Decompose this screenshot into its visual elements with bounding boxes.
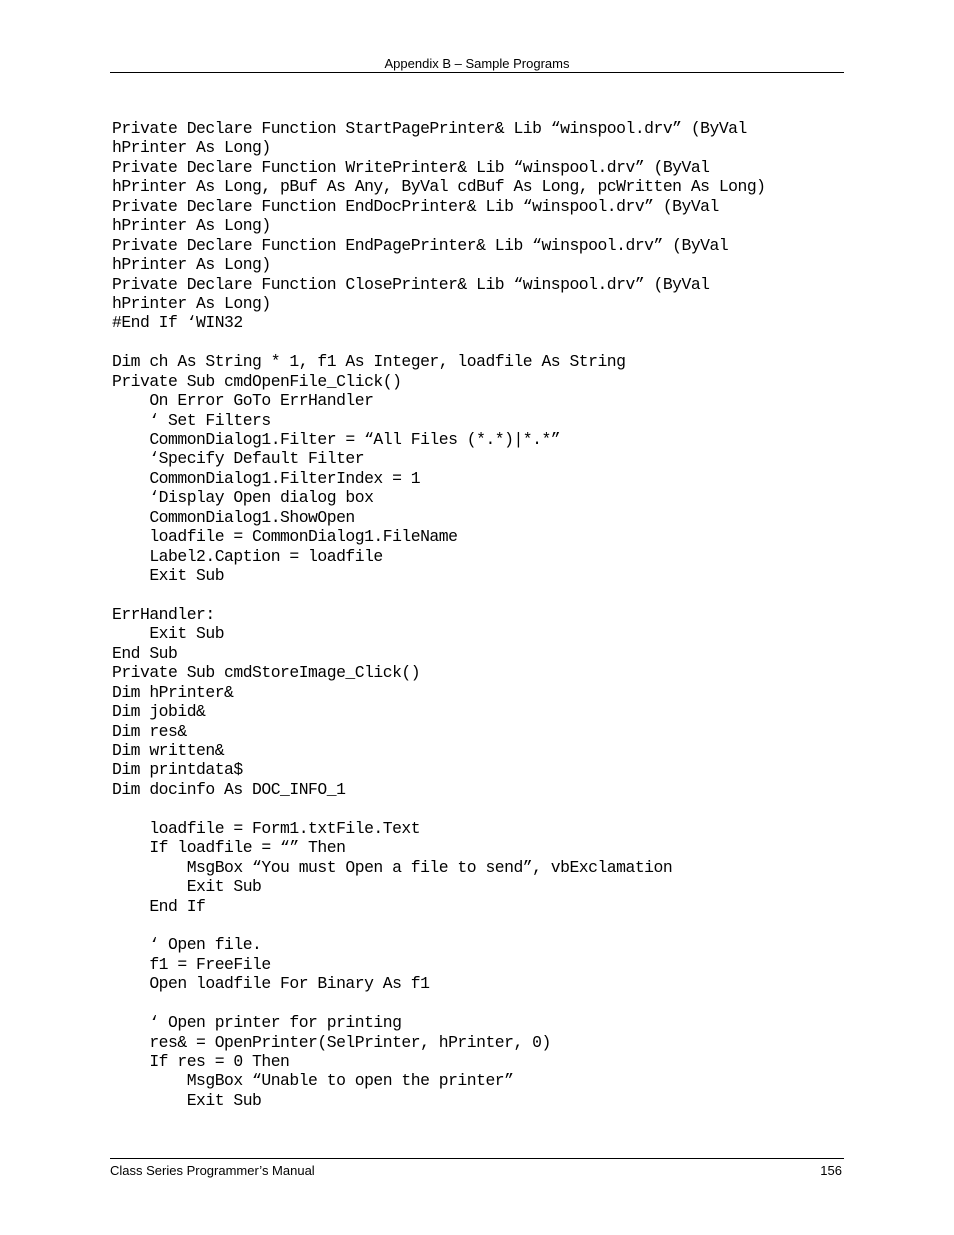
- code-line: ‘ Set Filters: [112, 410, 271, 430]
- code-line: hPrinter As Long): [112, 216, 271, 236]
- code-line: Dim written&: [112, 741, 225, 760]
- code-line: End If: [112, 896, 206, 916]
- code-line: Exit Sub: [112, 877, 262, 897]
- code-line: loadfile = CommonDialog1.FileName: [112, 527, 458, 547]
- code-line: CommonDialog1.ShowOpen: [112, 507, 355, 527]
- code-line: Exit Sub: [112, 624, 225, 644]
- code-line: Private Sub cmdStoreImage_Click(): [112, 663, 421, 683]
- code-line: [112, 333, 912, 352]
- code-line: hPrinter As Long, pBuf As Any, ByVal cdBuf As Long, pcWritten As Long): [112, 177, 766, 197]
- code-line: Private Declare Function StartPagePrinter& Lib “winspool.drv” (ByVal: [112, 119, 747, 138]
- code-line: If loadfile = “” Then: [112, 838, 346, 858]
- code-line: Private Declare Function EndPagePrinter& Lib “winspool.drv” (ByVal: [112, 235, 729, 255]
- code-line: res& = OpenPrinter(SelPrinter, hPrinter, 0): [112, 1032, 551, 1052]
- code-line: loadfile = Form1.txtFile.Text: [112, 818, 421, 838]
- page-header: [110, 55, 844, 73]
- code-line: Dim res&: [112, 721, 187, 741]
- code-line: hPrinter As Long): [112, 255, 271, 275]
- code-line: [112, 799, 912, 818]
- code-line: ErrHandler:: [112, 604, 215, 624]
- code-line: f1 = FreeFile: [112, 954, 271, 974]
- code-line: Exit Sub: [112, 566, 225, 586]
- code-line: MsgBox “You must Open a file to send”, vbExclamation: [112, 857, 673, 877]
- code-line: End Sub: [112, 643, 178, 663]
- code-line: [112, 916, 912, 935]
- code-line: CommonDialog1.Filter = “All Files (*.*)|*.*”: [112, 430, 561, 449]
- code-line: Private Declare Function ClosePrinter& Lib “winspool.drv” (ByVal: [112, 274, 710, 294]
- code-line: [112, 994, 912, 1013]
- code-line: MsgBox “Unable to open the printer”: [112, 1071, 514, 1091]
- code-line: ‘ Open file.: [112, 935, 262, 955]
- code-listing: [112, 119, 912, 1110]
- code-line: Private Declare Function EndDocPrinter& Lib “winspool.drv” (ByVal: [112, 196, 719, 216]
- code-line: ‘Display Open dialog box: [112, 488, 374, 508]
- code-line: If res = 0 Then: [112, 1052, 290, 1071]
- code-line: Label2.Caption = loadfile: [112, 546, 383, 566]
- page-footer: [110, 1158, 844, 1178]
- code-line: hPrinter As Long): [112, 138, 271, 158]
- code-line: Dim printdata$: [112, 760, 243, 780]
- code-line: Dim jobid&: [112, 702, 206, 722]
- code-line: Private Declare Function WritePrinter& Lib “winspool.drv” (ByVal: [112, 157, 710, 177]
- header-title: Appendix B – Sample Programs: [384, 56, 570, 71]
- code-line: On Error GoTo ErrHandler: [112, 391, 374, 411]
- code-line: Dim ch As String * 1, f1 As Integer, loadfile As String: [112, 352, 626, 372]
- code-line: ‘Specify Default Filter: [112, 449, 365, 469]
- code-line: Dim docinfo As DOC_INFO_1: [112, 779, 346, 799]
- code-line: ‘ Open printer for printing: [112, 1013, 402, 1033]
- code-line: [112, 586, 912, 605]
- code-line: Private Sub cmdOpenFile_Click(): [112, 371, 402, 391]
- code-line: Exit Sub: [112, 1090, 262, 1110]
- code-line: #End If ‘WIN32: [112, 313, 243, 333]
- page-number: 156: [820, 1163, 842, 1178]
- code-line: hPrinter As Long): [112, 293, 271, 313]
- code-line: Dim hPrinter&: [112, 682, 234, 702]
- code-line: CommonDialog1.FilterIndex = 1: [112, 468, 421, 488]
- footer-title: Class Series Programmer’s Manual: [110, 1163, 315, 1178]
- code-line: Open loadfile For Binary As f1: [112, 974, 430, 994]
